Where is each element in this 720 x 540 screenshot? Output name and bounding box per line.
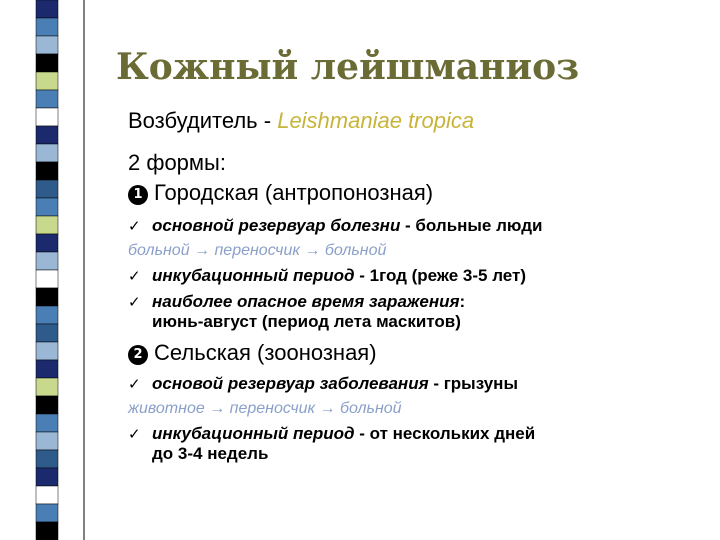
stripe-block bbox=[36, 126, 58, 144]
stripe-block bbox=[36, 216, 58, 234]
decorative-stripe bbox=[0, 0, 86, 540]
arrow-right-icon: → bbox=[319, 400, 336, 417]
form1-incubation bbox=[128, 266, 526, 286]
form2-incubation-value: - от нескольких дней bbox=[354, 424, 536, 443]
stripe-block bbox=[36, 468, 58, 486]
stripe-block bbox=[36, 180, 58, 198]
stripe-block bbox=[36, 108, 58, 126]
form2-reservoir-value: - грызуны bbox=[428, 374, 518, 393]
stripe-block bbox=[36, 36, 58, 54]
form1-reservoir-value: - больные люди bbox=[400, 216, 543, 235]
arrow-right-icon: → bbox=[209, 400, 226, 417]
form2-incubation-value-2: до 3-4 недель bbox=[152, 444, 269, 463]
number-circle-icon: 1 bbox=[128, 185, 148, 205]
stripe-block bbox=[36, 288, 58, 306]
check-icon: ✓ bbox=[128, 375, 141, 393]
number-circle-icon: 2 bbox=[128, 345, 148, 365]
stripe-block bbox=[36, 360, 58, 378]
form1-chain-0: больной bbox=[128, 242, 190, 259]
form1-reservoir-term: основной резервуар болезни bbox=[152, 216, 401, 235]
check-icon: ✓ bbox=[128, 217, 141, 235]
form2-incubation bbox=[128, 424, 535, 444]
stripe-block bbox=[36, 432, 58, 450]
form2-chain-0: животное bbox=[128, 400, 205, 417]
form2-reservoir-term: основой резервуар заболевания bbox=[152, 374, 429, 393]
stripe-block bbox=[36, 342, 58, 360]
form1-heading bbox=[128, 180, 433, 206]
form2-heading bbox=[128, 340, 377, 366]
form1-chain bbox=[128, 242, 386, 260]
form1-reservoir bbox=[128, 216, 542, 236]
form1-incubation-term: инкубационный период bbox=[152, 266, 355, 285]
form1-danger bbox=[128, 292, 465, 312]
stripe-block bbox=[36, 306, 58, 324]
forms-label: 2 формы: bbox=[128, 150, 226, 175]
stripe-block bbox=[36, 72, 58, 90]
pathogen-label: Возбудитель - bbox=[128, 108, 278, 133]
form1-incubation-value: - 1год (реже 3-5 лет) bbox=[354, 266, 526, 285]
stripe-block bbox=[36, 486, 58, 504]
form2-chain-2: больной bbox=[339, 400, 402, 417]
stripe-block bbox=[36, 414, 58, 432]
stripe-block bbox=[36, 144, 58, 162]
stripe-block bbox=[36, 252, 58, 270]
stripe-block bbox=[36, 54, 58, 72]
stripe-block bbox=[36, 378, 58, 396]
arrow-right-icon: → bbox=[304, 242, 321, 259]
form2-chain-1: переносчик bbox=[229, 400, 316, 417]
stripe-block bbox=[36, 324, 58, 342]
stripe-block bbox=[36, 504, 58, 522]
stripe-block bbox=[36, 198, 58, 216]
stripe-block bbox=[36, 0, 58, 18]
form1-chain-2: больной bbox=[324, 242, 387, 259]
stripe-block bbox=[36, 90, 58, 108]
stripe-block bbox=[36, 234, 58, 252]
stripe-block bbox=[36, 18, 58, 36]
check-icon: ✓ bbox=[128, 293, 141, 311]
slide-title: Кожный лейшманиоз bbox=[116, 46, 580, 88]
form1-danger-term: наиболее опасное время заражения bbox=[152, 292, 460, 311]
form2-title: Сельская (зоонозная) bbox=[154, 340, 377, 365]
check-icon: ✓ bbox=[128, 267, 141, 285]
stripe-block bbox=[36, 522, 58, 540]
form2-incubation-term: инкубационный период bbox=[152, 424, 355, 443]
stripe-block bbox=[36, 396, 58, 414]
form1-danger-value: июнь-август (период лета маскитов) bbox=[152, 312, 461, 331]
form2-chain bbox=[128, 400, 402, 418]
stripe-block bbox=[36, 450, 58, 468]
stripe-block bbox=[36, 162, 58, 180]
form1-danger-colon: : bbox=[459, 292, 466, 311]
stripe-block bbox=[36, 270, 58, 288]
pathogen-line bbox=[128, 108, 474, 134]
form1-chain-1: переносчик bbox=[214, 242, 300, 259]
pathogen-name: Leishmaniae tropica bbox=[277, 108, 475, 133]
arrow-right-icon: → bbox=[194, 242, 211, 259]
form1-title: Городская (антропонозная) bbox=[154, 180, 434, 205]
check-icon: ✓ bbox=[128, 425, 141, 443]
form2-reservoir bbox=[128, 374, 518, 394]
